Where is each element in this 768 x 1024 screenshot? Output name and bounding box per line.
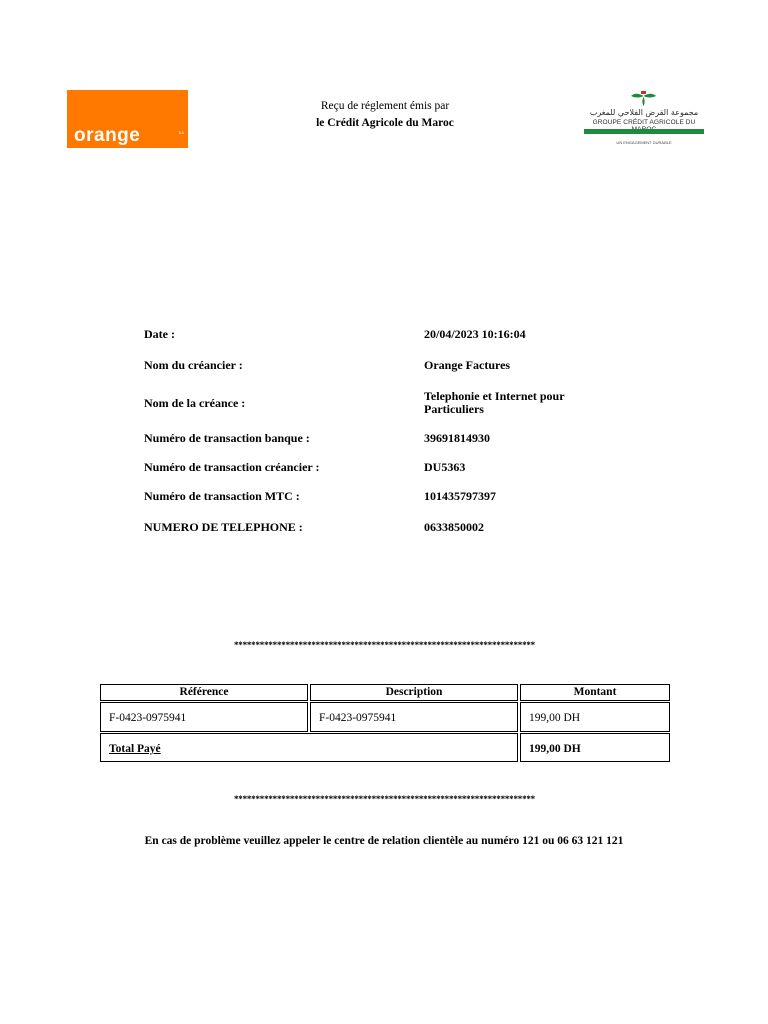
detail-value: Orange Factures [424, 358, 511, 372]
separator-bottom: ********************************************************************** [233, 794, 535, 804]
support-notice: En cas de problème veuillez appeler le centre de relation clientèle au numéro 121 ou 06 63 121 121 [144, 835, 624, 847]
row-description: F-0423-0975941 [310, 702, 518, 732]
orange-logo-mark: SA [178, 130, 184, 135]
header-reference: Référence [100, 684, 308, 701]
detail-label: Nom du créancier : [144, 358, 243, 372]
detail-label: Date : [144, 327, 175, 341]
detail-label: Numéro de transaction MTC : [144, 489, 300, 503]
detail-label: Nom de la créance : [144, 396, 246, 410]
detail-value: DU5363 [424, 460, 466, 474]
row-amount: 199,00 DH [520, 702, 670, 732]
total-label: Total Payé [109, 743, 161, 755]
detail-value: 101435797397 [424, 489, 496, 503]
header-description: Description [310, 684, 518, 701]
receipt-title [265, 98, 505, 132]
orange-logo-text: orange [74, 125, 141, 146]
detail-label: Numéro de transaction créancier : [144, 460, 320, 474]
total-value: 199,00 DH [520, 733, 670, 762]
detail-label: NUMERO DE TELEPHONE : [144, 520, 303, 534]
ca-logo-bar [584, 129, 704, 134]
orange-logo [67, 90, 188, 148]
ca-logo-arabic: مجموعة القرض الفلاحي للمغرب [589, 108, 699, 117]
detail-label: Numéro de transaction banque : [144, 431, 310, 445]
row-reference: F-0423-0975941 [100, 702, 308, 732]
receipt-title-line2: le Crédit Agricole du Maroc [316, 117, 454, 129]
ca-logo-name: GROUPE CRÉDIT AGRICOLE DU [592, 119, 696, 126]
receipt-title-line1: Reçu de réglement émis par [320, 100, 450, 112]
header-amount: Montant [520, 684, 670, 701]
detail-value: 20/04/2023 10:16:04 [424, 327, 526, 341]
leaf-emblem-icon [628, 89, 660, 107]
total-label-cell [100, 733, 518, 762]
separator-top: ********************************************************************** [233, 640, 535, 650]
credit-agricole-logo [583, 89, 705, 151]
detail-value: 39691814930 [424, 431, 490, 445]
detail-value: 0633850002 [424, 520, 484, 534]
ca-logo-tagline: UN ENGAGEMENT DURABLE [616, 140, 672, 145]
detail-value: Telephonie et Internet pour Particuliers [424, 389, 565, 416]
